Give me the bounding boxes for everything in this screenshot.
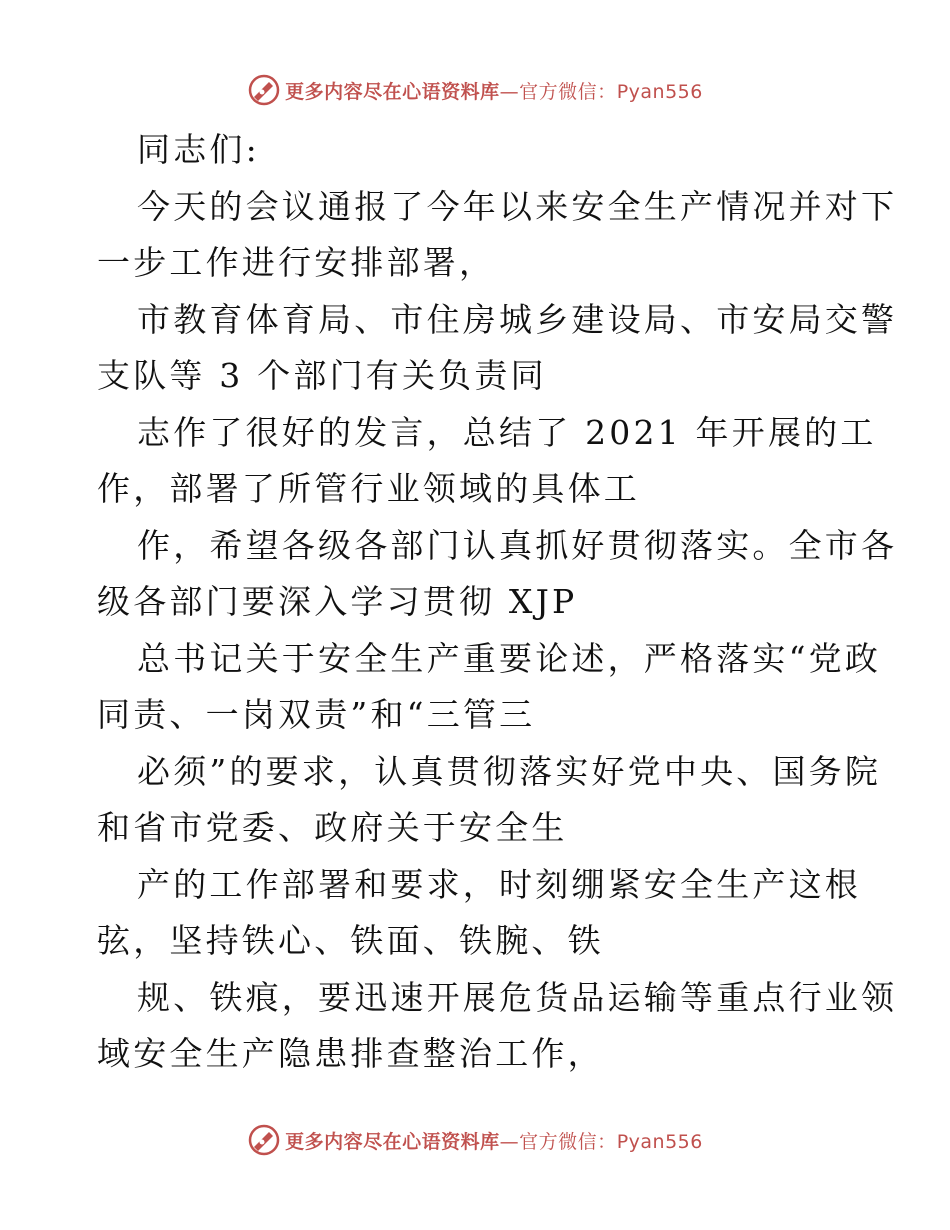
watermark-colon: ： bbox=[597, 1130, 617, 1153]
salutation: 同志们: bbox=[137, 130, 260, 169]
watermark-dash: — bbox=[499, 1130, 520, 1153]
watermark-colon: ： bbox=[597, 80, 617, 103]
body-line: 作，部署了所管行业领域的具体工 bbox=[97, 469, 640, 508]
watermark-official: 官方微信 bbox=[519, 1130, 598, 1153]
watermark-id: Pyan556 bbox=[616, 80, 703, 103]
header-watermark bbox=[0, 70, 950, 110]
watermark-text bbox=[285, 77, 703, 104]
body-line: 总书记关于安全生产重要论述，严格落实“党政 bbox=[137, 638, 882, 678]
body-line: 一步工作进行安排部署， bbox=[97, 243, 496, 282]
watermark-brand: 更多内容尽在心语资料库 bbox=[285, 1130, 500, 1153]
body-line: 产的工作部署和要求，时刻绷紧安全生产这根 bbox=[137, 864, 861, 904]
watermark-brand: 更多内容尽在心语资料库 bbox=[285, 80, 500, 103]
body-line: 域安全生产隐患排查整治工作， bbox=[97, 1034, 604, 1073]
body-line: 和省市党委、政府关于安全生 bbox=[97, 808, 568, 847]
body-line: 规、铁痕，要迅速开展危货品运输等重点行业领 bbox=[137, 977, 898, 1017]
body-line: 支队等 3 个部门有关负责同 bbox=[97, 356, 547, 395]
body-line: 志作了很好的发言，总结了 2021 年开展的工 bbox=[137, 412, 877, 452]
pen-circle-logo-icon bbox=[247, 1123, 281, 1157]
watermark-id: Pyan556 bbox=[616, 1130, 703, 1153]
watermark-official: 官方微信 bbox=[519, 80, 598, 103]
pen-circle-logo-icon bbox=[247, 73, 281, 107]
body-line: 必须”的要求，认真贯彻落实好党中央、国务院 bbox=[137, 751, 882, 791]
body-line: 同责、一岗双责”和“三管三 bbox=[97, 695, 536, 734]
watermark-text bbox=[285, 1127, 703, 1154]
body-line: 级各部门要深入学习贯彻 XJP bbox=[97, 582, 578, 621]
body-line: 作，希望各级各部门认真抓好贯彻落实。全市各 bbox=[137, 525, 898, 565]
footer-watermark bbox=[0, 1120, 950, 1160]
body-line: 市教育体育局、市住房城乡建设局、市安局交警 bbox=[137, 299, 898, 339]
body-line: 弦，坚持铁心、铁面、铁腕、铁 bbox=[97, 921, 604, 960]
body-line: 今天的会议通报了今年以来安全生产情况并对下 bbox=[137, 186, 898, 226]
document-body bbox=[97, 122, 898, 1083]
watermark-dash: — bbox=[499, 80, 520, 103]
